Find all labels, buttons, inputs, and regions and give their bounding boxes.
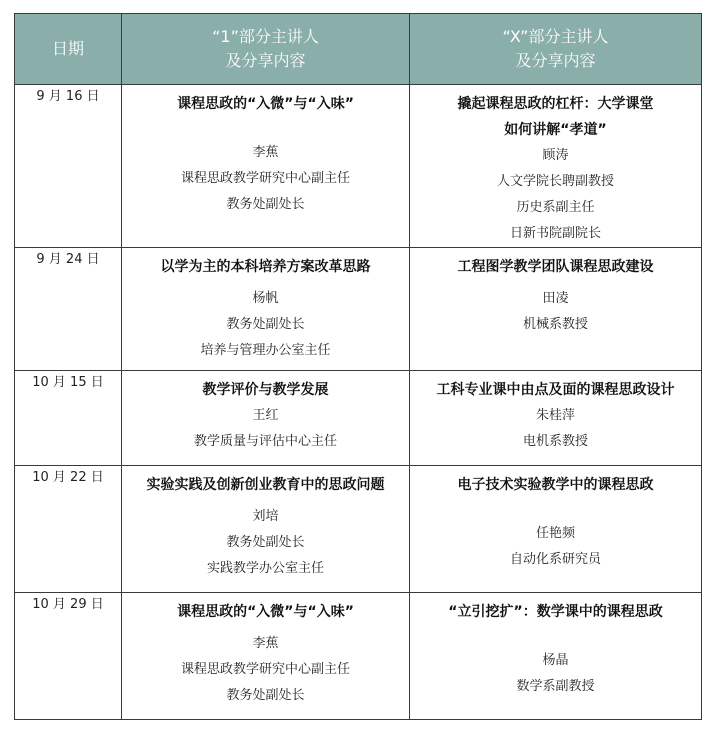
date-cell: 10 月 29 日 [15, 593, 122, 720]
header-x-line2: 及分享内容 [515, 51, 596, 70]
speaker-title: 实践教学办公室主任 [206, 561, 324, 576]
one-part-cell [122, 85, 410, 248]
header-date: 日期 [15, 14, 122, 85]
header-row [15, 14, 702, 85]
x-part-cell [410, 85, 702, 248]
topic-title: 如何讲解“孝道” [504, 122, 607, 138]
speaker-title: 日新书院副院长 [509, 226, 601, 241]
x-part-cell [410, 466, 702, 593]
speaker-name: 刘培 [252, 509, 279, 524]
speaker-name: 杨晶 [542, 653, 569, 668]
speaker-title: 教学质量与评估中心主任 [193, 434, 337, 449]
topic-title: 以学为主的本科培养方案改革思路 [160, 259, 371, 275]
one-part-cell [122, 371, 410, 466]
date-cell: 10 月 22 日 [15, 466, 122, 593]
table-row [15, 248, 702, 371]
date-cell: 9 月 16 日 [15, 85, 122, 248]
one-part-cell [122, 593, 410, 720]
date-cell: 9 月 24 日 [15, 248, 122, 371]
topic-title: 教学评价与教学发展 [202, 382, 329, 398]
speaker-title: 机械系教授 [522, 317, 588, 332]
speaker-title: 历史系副主任 [516, 200, 595, 215]
speaker-title: 课程思政教学研究中心副主任 [180, 662, 350, 677]
speaker-title: 数学系副教授 [516, 679, 595, 694]
topic-title: 课程思政的“入微”与“入味” [177, 96, 354, 112]
speaker-title: 电机系教授 [522, 434, 588, 449]
speaker-title: 自动化系研究员 [509, 552, 601, 567]
one-part-cell [122, 248, 410, 371]
speaker-name: 李蕉 [252, 636, 279, 651]
speaker-title: 教务处副处长 [226, 535, 305, 550]
speaker-name: 李蕉 [252, 145, 279, 160]
topic-title: “立引挖扩”：数学课中的课程思政 [448, 604, 663, 620]
topic-title: 撬起课程思政的杠杆：大学课堂 [457, 96, 654, 112]
speaker-name: 王红 [252, 408, 279, 423]
speaker-title: 教务处副处长 [226, 317, 305, 332]
speaker-title: 课程思政教学研究中心副主任 [180, 171, 350, 186]
speaker-name: 任艳频 [535, 526, 575, 541]
table-row [15, 85, 702, 248]
schedule-table [14, 13, 702, 720]
speaker-title: 人文学院长聘副教授 [496, 174, 614, 189]
topic-title: 实验实践及创新创业教育中的思政问题 [146, 477, 385, 493]
header-one-part [122, 14, 410, 85]
speaker-name: 杨帆 [252, 291, 279, 306]
speaker-name: 顾涛 [542, 148, 569, 163]
speaker-title: 教务处副处长 [226, 197, 305, 212]
topic-title: 电子技术实验教学中的课程思政 [457, 477, 654, 493]
table-row [15, 466, 702, 593]
table-row [15, 371, 702, 466]
header-one-line2: 及分享内容 [225, 51, 306, 70]
header-x-line1: “X”部分主讲人 [502, 27, 609, 46]
topic-title: 工程图学教学团队课程思政建设 [457, 259, 654, 275]
speaker-name: 朱桂萍 [535, 408, 575, 423]
topic-title: 课程思政的“入微”与“入味” [177, 604, 354, 620]
table-row [15, 593, 702, 720]
speaker-title: 培养与管理办公室主任 [200, 343, 331, 358]
one-part-cell [122, 466, 410, 593]
header-x-part [410, 14, 702, 85]
topic-title: 工科专业课中由点及面的课程思政设计 [436, 382, 675, 398]
header-one-line1: “1”部分主讲人 [212, 27, 319, 46]
speaker-title: 教务处副处长 [226, 688, 305, 703]
x-part-cell [410, 593, 702, 720]
x-part-cell [410, 248, 702, 371]
speaker-name: 田凌 [542, 291, 569, 306]
date-cell: 10 月 15 日 [15, 371, 122, 466]
x-part-cell [410, 371, 702, 466]
